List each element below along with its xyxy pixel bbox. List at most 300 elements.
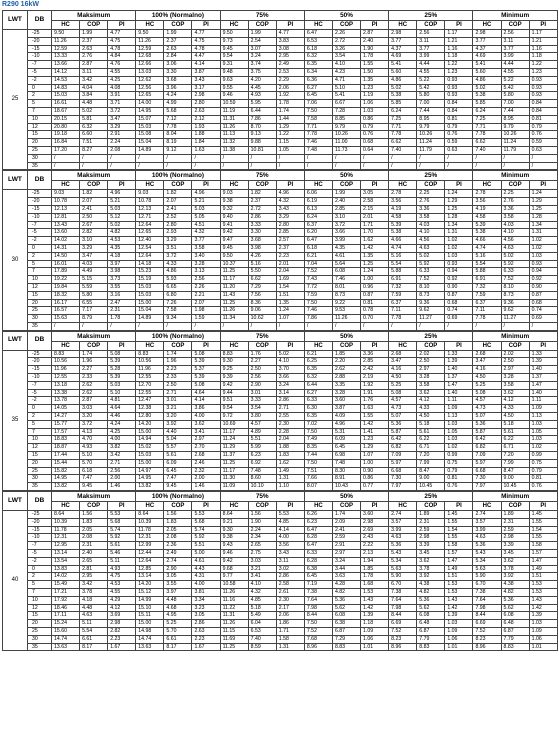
cell-value: 1.88 bbox=[192, 131, 220, 139]
cell-value: 2.37 bbox=[276, 244, 304, 252]
cell-value: 14.74 bbox=[136, 635, 164, 643]
sub-header-hc: HC bbox=[220, 181, 248, 190]
table-row bbox=[3, 315, 558, 323]
cell-value: 2.31 bbox=[417, 518, 445, 526]
cell-value: 1.67 bbox=[108, 643, 136, 651]
cell-value: 20.15 bbox=[52, 115, 80, 123]
cell-value: 6.23 bbox=[304, 518, 332, 526]
cell-value: 5.39 bbox=[192, 358, 220, 366]
cell-value: 3.98 bbox=[248, 244, 276, 252]
table-row bbox=[3, 131, 558, 139]
db-value: -5 bbox=[28, 68, 52, 76]
cell-value: 2.07 bbox=[164, 198, 192, 206]
cell-value: 7.09 bbox=[389, 452, 417, 460]
cell-value: 2.23 bbox=[192, 635, 220, 643]
cell-value: 4.81 bbox=[108, 397, 136, 405]
cell-value: 3.41 bbox=[248, 573, 276, 581]
cell-value: 11.78 bbox=[136, 526, 164, 534]
cell-value: 1.37 bbox=[445, 374, 473, 382]
cell-value: 0.70 bbox=[361, 315, 389, 323]
cell-value: 5.02 bbox=[501, 252, 529, 260]
cell-value: 3.47 bbox=[473, 358, 501, 366]
cell-value: 11.24 bbox=[220, 436, 248, 444]
cell-value: 1.59 bbox=[192, 315, 220, 323]
cell-value: 8.83 bbox=[136, 350, 164, 358]
cell-value: 4.85 bbox=[248, 596, 276, 604]
db-value: 2 bbox=[28, 252, 52, 260]
cell-value: 3.63 bbox=[332, 573, 360, 581]
cell-value: 2.95 bbox=[276, 53, 304, 61]
cell-value: 7.00 bbox=[417, 100, 445, 108]
db-value: -7 bbox=[28, 542, 52, 550]
cell-value: 11.79 bbox=[417, 146, 445, 154]
cell-value: 2.19 bbox=[361, 374, 389, 382]
cell-value: 5.80 bbox=[501, 92, 529, 100]
cell-value: / bbox=[332, 322, 360, 330]
cell-value: 4.25 bbox=[108, 428, 136, 436]
sub-header-cop: COP bbox=[80, 21, 108, 30]
cell-value: 2.86 bbox=[248, 213, 276, 221]
cell-value: 15.10 bbox=[136, 604, 164, 612]
cell-value: 11.22 bbox=[220, 604, 248, 612]
cell-value: 4.28 bbox=[332, 581, 360, 589]
cell-value: 5.38 bbox=[389, 92, 417, 100]
table-row bbox=[3, 162, 558, 170]
cell-value: 1.96 bbox=[164, 358, 192, 366]
cell-value: 11.24 bbox=[501, 139, 529, 147]
cell-value: 2.25 bbox=[417, 190, 445, 198]
cell-value: 1.21 bbox=[445, 37, 473, 45]
cell-value: 8.83 bbox=[52, 350, 80, 358]
cell-value: 2.52 bbox=[164, 213, 192, 221]
cell-value: 1.40 bbox=[445, 366, 473, 374]
cell-value: 0.64 bbox=[361, 146, 389, 154]
cell-value: 8.96 bbox=[389, 643, 417, 651]
cell-value: 3.62 bbox=[501, 557, 529, 565]
cell-value: 4.47 bbox=[192, 53, 220, 61]
cell-value: 5.88 bbox=[389, 268, 417, 276]
cell-value: 5.64 bbox=[332, 260, 360, 268]
cell-value: 6.45 bbox=[164, 467, 192, 475]
cell-value: 0.90 bbox=[529, 283, 557, 291]
cell-value: 0.74 bbox=[529, 307, 557, 315]
cell-value: 2.40 bbox=[361, 37, 389, 45]
cell-value: 1.43 bbox=[445, 596, 473, 604]
cell-value: 6.67 bbox=[332, 100, 360, 108]
db-value: 35 bbox=[28, 643, 52, 651]
cell-value: 3.20 bbox=[80, 413, 108, 421]
cell-value: 5.57 bbox=[164, 444, 192, 452]
cell-value: 2.55 bbox=[276, 413, 304, 421]
cell-value: 1.03 bbox=[529, 436, 557, 444]
cell-value: 7.29 bbox=[248, 283, 276, 291]
cell-value: 12.95 bbox=[52, 542, 80, 550]
cell-value: 2.31 bbox=[501, 518, 529, 526]
cell-value: 11.96 bbox=[136, 366, 164, 374]
cell-value: 9.32 bbox=[220, 205, 248, 213]
cell-value: / bbox=[108, 322, 136, 330]
cell-value: 4.00 bbox=[276, 534, 304, 542]
cell-value: 1.88 bbox=[276, 444, 304, 452]
cell-value: 3.77 bbox=[501, 45, 529, 53]
cell-value: 7.59 bbox=[389, 291, 417, 299]
sub-header-hc: HC bbox=[473, 502, 501, 511]
cell-value: 6.32 bbox=[304, 53, 332, 61]
sub-header-hc: HC bbox=[304, 181, 332, 190]
cell-value: 6.70 bbox=[473, 581, 501, 589]
cell-value: 2.26 bbox=[192, 283, 220, 291]
cell-value: 2.84 bbox=[164, 53, 192, 61]
cell-value: 11.31 bbox=[220, 115, 248, 123]
cell-value: 4.16 bbox=[389, 366, 417, 374]
cell-value: 1.17 bbox=[445, 30, 473, 38]
cell-value: 4.10 bbox=[417, 229, 445, 237]
cell-value: 5.08 bbox=[192, 350, 220, 358]
cell-value: 1.39 bbox=[445, 358, 473, 366]
cell-value: 1.53 bbox=[529, 581, 557, 589]
cell-value: 9.62 bbox=[501, 307, 529, 315]
cell-value: 13.63 bbox=[52, 643, 80, 651]
cell-value: 5.80 bbox=[417, 92, 445, 100]
cell-value: 5.74 bbox=[108, 526, 136, 534]
cell-value: 1.50 bbox=[361, 68, 389, 76]
cell-value: 5.36 bbox=[417, 596, 445, 604]
cell-value: 1.24 bbox=[361, 268, 389, 276]
cell-value: 6.87 bbox=[417, 627, 445, 635]
cell-value: 7.32 bbox=[389, 283, 417, 291]
cell-value: 7.58 bbox=[304, 115, 332, 123]
cell-value: 4.29 bbox=[108, 596, 136, 604]
cell-value: 12.55 bbox=[136, 389, 164, 397]
db-value: 10 bbox=[28, 596, 52, 604]
cell-value: 15.60 bbox=[52, 627, 80, 635]
cell-value: 1.09 bbox=[529, 405, 557, 413]
cell-value: 0.93 bbox=[445, 260, 473, 268]
cell-value: 6.18 bbox=[304, 244, 332, 252]
cell-value: 1.78 bbox=[276, 100, 304, 108]
db-value: -7 bbox=[28, 381, 52, 389]
cell-value: 5.22 bbox=[417, 76, 445, 84]
cell-value: 4.64 bbox=[192, 389, 220, 397]
cell-value: 2.80 bbox=[276, 221, 304, 229]
cell-value: / bbox=[248, 154, 276, 162]
cell-value: 5.16 bbox=[248, 260, 276, 268]
cell-value: 4.68 bbox=[164, 604, 192, 612]
cell-value: 1.22 bbox=[276, 131, 304, 139]
cell-value: 2.05 bbox=[80, 526, 108, 534]
cell-value: 11.20 bbox=[220, 283, 248, 291]
cell-value: 5.54 bbox=[80, 627, 108, 635]
cell-value: 8.64 bbox=[52, 511, 80, 519]
cell-value: 0.81 bbox=[445, 115, 473, 123]
cell-value: 0.75 bbox=[529, 459, 557, 467]
cell-value: 7.52 bbox=[304, 627, 332, 635]
cell-value: 13.33 bbox=[52, 53, 80, 61]
cell-value: 5.74 bbox=[192, 526, 220, 534]
cell-value: 4.63 bbox=[473, 534, 501, 542]
db-value: -5 bbox=[28, 229, 52, 237]
cell-value: 5.50 bbox=[248, 268, 276, 276]
cell-value: 4.74 bbox=[389, 244, 417, 252]
cell-value: 2.59 bbox=[332, 534, 360, 542]
cell-value: 11.31 bbox=[220, 612, 248, 620]
cell-value: 5.90 bbox=[389, 573, 417, 581]
cell-value: 3.92 bbox=[164, 420, 192, 428]
cell-value: 2.42 bbox=[361, 366, 389, 374]
cell-value: 10.26 bbox=[501, 131, 529, 139]
cell-value: 2.56 bbox=[417, 30, 445, 38]
cell-value: 12.13 bbox=[136, 205, 164, 213]
cell-value: 13.03 bbox=[136, 68, 164, 76]
cell-value: 7.11 bbox=[389, 307, 417, 315]
cell-value: 12.85 bbox=[136, 565, 164, 573]
cell-value: 7.98 bbox=[304, 604, 332, 612]
cell-value: / bbox=[80, 162, 108, 170]
performance-table-lwt-25 bbox=[2, 10, 558, 170]
cell-value: 10.45 bbox=[417, 483, 445, 491]
cell-value: 4.66 bbox=[473, 237, 501, 245]
cell-value: 2.05 bbox=[164, 526, 192, 534]
cell-value: 6.28 bbox=[304, 557, 332, 565]
cell-value: 11.96 bbox=[52, 366, 80, 374]
cell-value: 0.93 bbox=[529, 84, 557, 92]
cell-value: 16.61 bbox=[52, 100, 80, 108]
cell-value: 13.54 bbox=[52, 557, 80, 565]
cell-value: / bbox=[445, 322, 473, 330]
cell-value: 3.78 bbox=[417, 565, 445, 573]
cell-value: 5.90 bbox=[473, 573, 501, 581]
sub-header-hc: HC bbox=[52, 502, 80, 511]
table-row bbox=[3, 381, 558, 389]
cell-value: 4.46 bbox=[108, 413, 136, 421]
db-value: 5 bbox=[28, 581, 52, 589]
cell-value: 1.35 bbox=[361, 252, 389, 260]
cell-value: 1.94 bbox=[361, 557, 389, 565]
cell-value: 7.46 bbox=[304, 139, 332, 147]
cell-value: 3.47 bbox=[108, 115, 136, 123]
group-header: 100% (Normalno) bbox=[136, 492, 220, 502]
cell-value: 6.32 bbox=[80, 123, 108, 131]
cell-value: 2.98 bbox=[389, 30, 417, 38]
cell-value: 4.48 bbox=[80, 604, 108, 612]
cell-value: 3.56 bbox=[389, 198, 417, 206]
cell-value: 6.61 bbox=[80, 635, 108, 643]
cell-value: 3.72 bbox=[164, 252, 192, 260]
cell-value: 3.01 bbox=[164, 397, 192, 405]
cell-value: / bbox=[276, 322, 304, 330]
cell-value: 8.30 bbox=[332, 467, 360, 475]
db-value: -20 bbox=[28, 37, 52, 45]
cell-value: 1.56 bbox=[80, 511, 108, 519]
cell-value: 2.70 bbox=[192, 444, 220, 452]
cell-value: 4.12 bbox=[108, 604, 136, 612]
cell-value: 7.71 bbox=[304, 123, 332, 131]
cell-value: 0.76 bbox=[445, 483, 473, 491]
cell-value: 4.55 bbox=[417, 68, 445, 76]
cell-value: 1.83 bbox=[164, 518, 192, 526]
cell-value: 5.08 bbox=[473, 389, 501, 397]
cell-value: 18.32 bbox=[52, 291, 80, 299]
sub-header-pi: PI bbox=[108, 181, 136, 190]
cell-value: 5.43 bbox=[389, 550, 417, 558]
db-value: -2 bbox=[28, 76, 52, 84]
cell-value: 6.37 bbox=[389, 299, 417, 307]
sub-header-cop: COP bbox=[248, 21, 276, 30]
cell-value: 8.59 bbox=[248, 643, 276, 651]
sub-header-pi: PI bbox=[445, 341, 473, 350]
cell-value: 2.13 bbox=[361, 550, 389, 558]
cell-value: 5.54 bbox=[473, 260, 501, 268]
cell-value: 5.34 bbox=[389, 557, 417, 565]
cell-value: 7.38 bbox=[304, 589, 332, 597]
sub-header-hc: HC bbox=[389, 21, 417, 30]
cell-value: 1.45 bbox=[445, 511, 473, 519]
cell-value: 4.69 bbox=[389, 53, 417, 61]
cell-value: 0.94 bbox=[529, 268, 557, 276]
cell-value: 1.51 bbox=[276, 291, 304, 299]
cell-value: 2.68 bbox=[192, 452, 220, 460]
cell-value: 4.38 bbox=[417, 581, 445, 589]
table-row bbox=[3, 358, 558, 366]
cell-value: 4.93 bbox=[248, 92, 276, 100]
cell-value: 2.12 bbox=[192, 115, 220, 123]
table-row bbox=[3, 237, 558, 245]
cell-value: 11.26 bbox=[52, 37, 80, 45]
cell-value: 2.93 bbox=[164, 229, 192, 237]
cell-value: 9.25 bbox=[220, 366, 248, 374]
group-header: 25% bbox=[389, 492, 473, 502]
cell-value: 7.19 bbox=[304, 581, 332, 589]
cell-value: 3.10 bbox=[332, 213, 360, 221]
cell-value: 1.53 bbox=[445, 589, 473, 597]
cell-value: 5.03 bbox=[108, 381, 136, 389]
cell-value: 6.53 bbox=[248, 627, 276, 635]
cell-value: 0.86 bbox=[361, 115, 389, 123]
cell-value: 7.38 bbox=[473, 589, 501, 597]
cell-value: 2.49 bbox=[276, 61, 304, 69]
cell-value: 5.02 bbox=[276, 350, 304, 358]
cell-value: / bbox=[417, 154, 445, 162]
db-value: 15 bbox=[28, 612, 52, 620]
cell-value: 4.50 bbox=[389, 374, 417, 382]
cell-value: 8.85 bbox=[332, 115, 360, 123]
sub-header-pi: PI bbox=[276, 502, 304, 511]
table-row bbox=[3, 252, 558, 260]
db-value: -20 bbox=[28, 518, 52, 526]
cell-value: 0.74 bbox=[445, 307, 473, 315]
cell-value: 19.22 bbox=[52, 276, 80, 284]
cell-value: 5.62 bbox=[417, 604, 445, 612]
cell-value: / bbox=[529, 154, 557, 162]
cell-value: 0.68 bbox=[445, 299, 473, 307]
cell-value: 1.23 bbox=[445, 68, 473, 76]
db-value: -15 bbox=[28, 366, 52, 374]
cell-value: 9.79 bbox=[332, 123, 360, 131]
cell-value: 3.23 bbox=[192, 604, 220, 612]
cell-value: 1.55 bbox=[361, 61, 389, 69]
cell-value: 11.25 bbox=[220, 643, 248, 651]
cell-value: 5.88 bbox=[473, 268, 501, 276]
cell-value: 5.53 bbox=[276, 511, 304, 519]
cell-value: 14.89 bbox=[136, 146, 164, 154]
cell-value: / bbox=[529, 162, 557, 170]
table-row bbox=[3, 190, 558, 198]
sub-header-cop: COP bbox=[80, 502, 108, 511]
cell-value: 7.46 bbox=[304, 307, 332, 315]
cell-value: 3.03 bbox=[248, 557, 276, 565]
db-value: 10 bbox=[28, 115, 52, 123]
cell-value: 1.39 bbox=[445, 612, 473, 620]
cell-value: 6.27 bbox=[304, 84, 332, 92]
cell-value: 2.53 bbox=[276, 68, 304, 76]
cell-value: 1.09 bbox=[361, 627, 389, 635]
cell-value: 1.49 bbox=[276, 467, 304, 475]
cell-value: 1.06 bbox=[529, 635, 557, 643]
db-value: -2 bbox=[28, 397, 52, 405]
cell-value: 8.96 bbox=[473, 643, 501, 651]
cell-value: 0.63 bbox=[445, 146, 473, 154]
cell-value: 7.26 bbox=[164, 299, 192, 307]
cell-value: 5.11 bbox=[108, 557, 136, 565]
lwt-value: 25 bbox=[3, 30, 28, 170]
cell-value: 5.42 bbox=[501, 84, 529, 92]
table-row bbox=[3, 397, 558, 405]
cell-value: / bbox=[445, 162, 473, 170]
cell-value: 4.44 bbox=[417, 61, 445, 69]
cell-value: 17.20 bbox=[52, 146, 80, 154]
cell-value: 6.37 bbox=[304, 221, 332, 229]
cell-value: 2.50 bbox=[80, 213, 108, 221]
cell-value: 7.79 bbox=[501, 635, 529, 643]
cell-value: 17.92 bbox=[52, 596, 80, 604]
group-header: 75% bbox=[220, 11, 304, 21]
cell-value: 11.29 bbox=[220, 444, 248, 452]
cell-value: 1.78 bbox=[361, 573, 389, 581]
cell-value: 5.46 bbox=[108, 550, 136, 558]
cell-value: 1.15 bbox=[276, 139, 304, 147]
cell-value: 6.08 bbox=[332, 268, 360, 276]
performance-table-lwt-35 bbox=[2, 331, 558, 491]
group-header: 50% bbox=[304, 11, 388, 21]
cell-value: 7.50 bbox=[304, 107, 332, 115]
cell-value: 7.28 bbox=[332, 107, 360, 115]
cell-value: 10.56 bbox=[52, 358, 80, 366]
cell-value: 3.21 bbox=[248, 565, 276, 573]
cell-value: 8.44 bbox=[304, 612, 332, 620]
group-header: 100% (Normalno) bbox=[136, 11, 220, 21]
cell-value: 1.09 bbox=[529, 627, 557, 635]
table-row bbox=[3, 307, 558, 315]
cell-value: 3.83 bbox=[276, 37, 304, 45]
table-row bbox=[3, 84, 558, 92]
cell-value: 8.01 bbox=[332, 283, 360, 291]
cell-value: 9.38 bbox=[220, 198, 248, 206]
cell-value: 4.50 bbox=[501, 413, 529, 421]
cell-value: 1.29 bbox=[276, 123, 304, 131]
cell-value: 0.99 bbox=[529, 452, 557, 460]
cell-value: 2.06 bbox=[276, 84, 304, 92]
table-row bbox=[3, 37, 558, 45]
cell-value: 1.92 bbox=[276, 92, 304, 100]
cell-value: 6.98 bbox=[332, 452, 360, 460]
cell-value: 7.98 bbox=[389, 604, 417, 612]
sub-header-pi: PI bbox=[445, 21, 473, 30]
cell-value: 2.62 bbox=[80, 389, 108, 397]
cell-value: 2.95 bbox=[80, 573, 108, 581]
db-value: -25 bbox=[28, 30, 52, 38]
table-row bbox=[3, 45, 558, 53]
table-row bbox=[3, 589, 558, 597]
